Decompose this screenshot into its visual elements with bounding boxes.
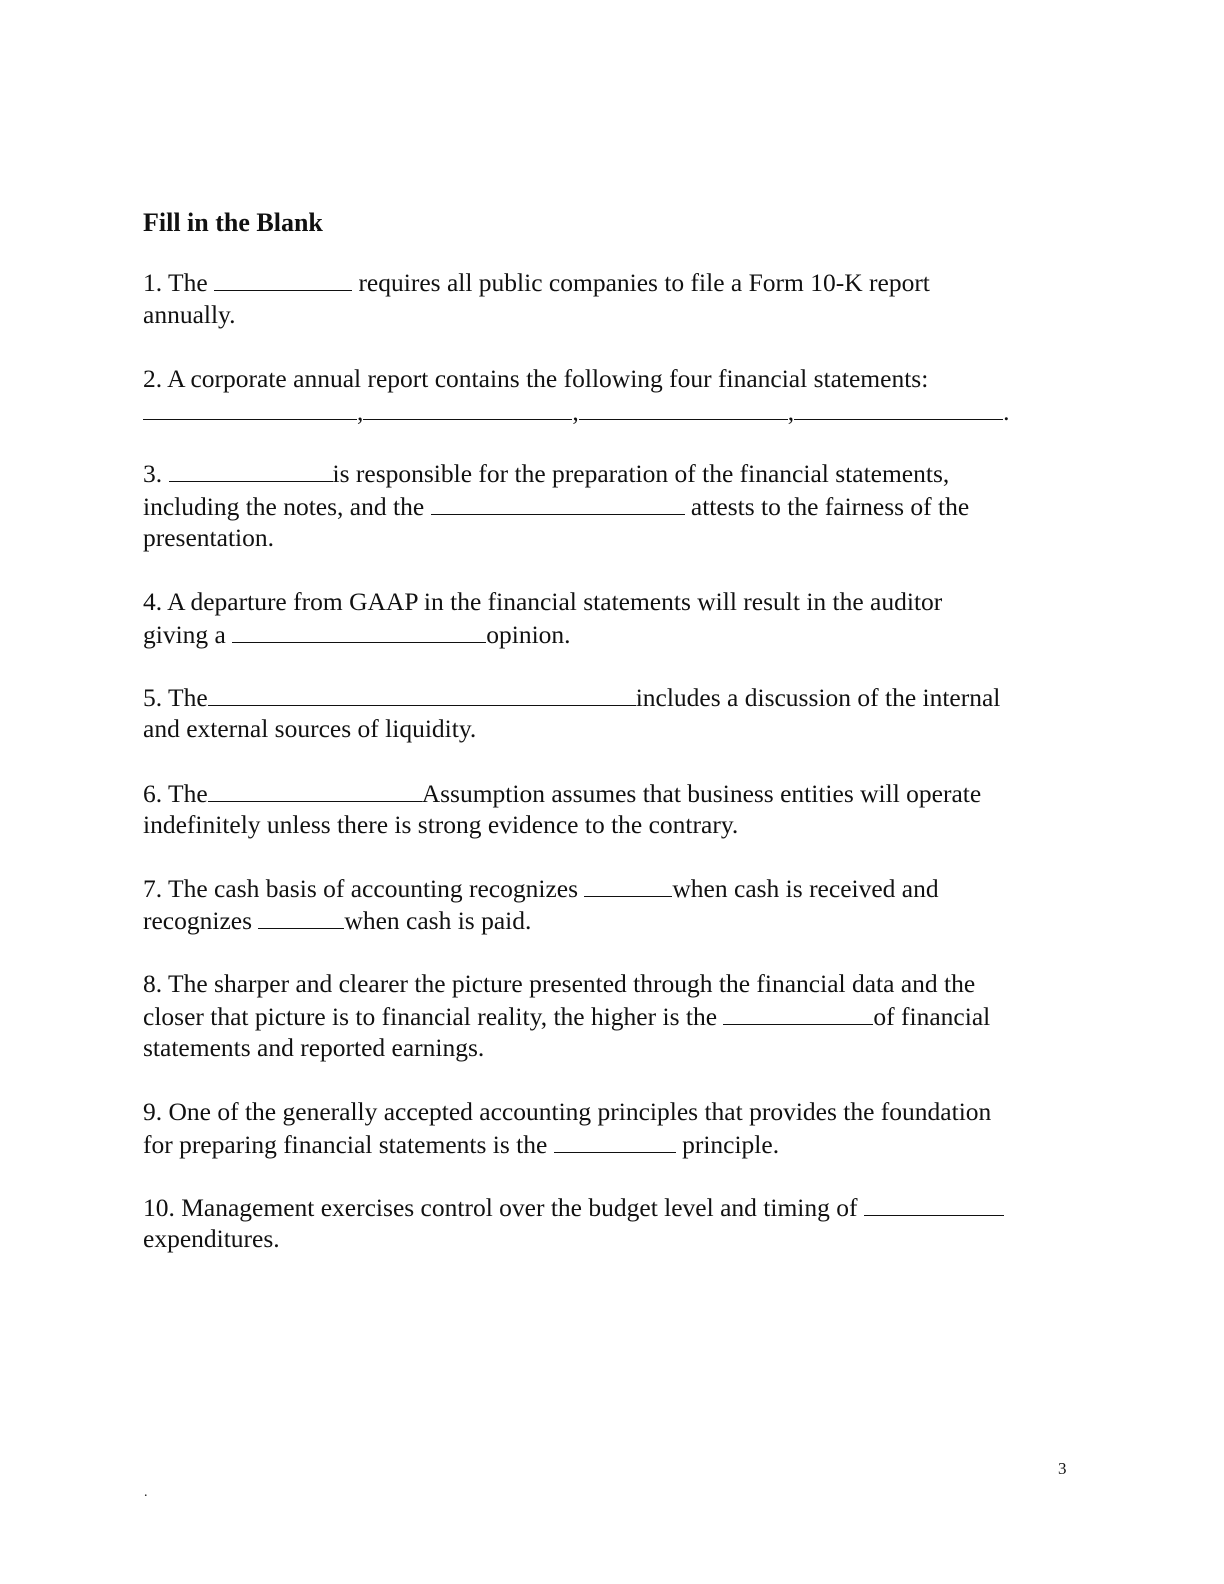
question-2-end: . [1003,397,1010,426]
question-5-text: includes a discussion of the internal [635,683,1001,712]
question-3-line-3 [143,522,274,554]
question-4-text: 4. A departure from GAAP in the financial statements will result in the auditor [143,587,943,616]
question-10-blank[interactable] [864,1191,1004,1216]
question-8-text: of financial [873,1002,991,1031]
question-1-text: annually. [143,300,236,329]
question-8-text: 8. The sharper and clearer the picture presented through the financial data and the [143,969,976,998]
question-9-blank[interactable] [554,1128,676,1153]
question-2-line-2 [143,395,1010,428]
question-7-text: when cash is received and [672,874,939,903]
question-1-line-1 [143,266,930,299]
question-10-text: expenditures. [143,1224,280,1253]
question-3-text: 3. [143,459,163,488]
question-2-line-1 [143,363,928,395]
question-9-text: 9. One of the generally accepted accounting principles that provides the foundation [143,1097,992,1126]
question-3-text: including the notes, and the [143,492,425,521]
question-1-text: 1. The [143,268,208,297]
section-title: Fill in the Blank [143,208,323,237]
question-10-line-1 [143,1191,1004,1224]
question-5-line-2 [143,713,476,745]
question-2-blank-1[interactable] [143,395,357,420]
question-4-line-1 [143,586,942,618]
question-3-text: attests to the fairness of the [690,492,970,521]
question-8-blank[interactable] [723,1000,873,1025]
question-6-blank[interactable] [208,777,422,802]
question-2-blank-2[interactable] [363,395,572,420]
question-6-line-2 [143,809,738,841]
question-6-text: 6. The [143,779,208,808]
question-9-text: principle. [682,1130,780,1159]
question-5-blank[interactable] [208,681,636,706]
question-1-text: requires all public companies to file a Form 10-K report [358,268,930,297]
question-1-line-2 [143,299,236,331]
question-10-line-2 [143,1223,280,1255]
question-3-line-2 [143,490,969,523]
question-9-line-1 [143,1096,991,1128]
question-3-text: presentation. [143,523,274,552]
question-2-text: 2. A corporate annual report contains the following four financial statements: [143,364,929,393]
question-2-blank-3[interactable] [579,395,788,420]
page-number: 3 [1058,1459,1067,1478]
question-8-line-2 [143,1000,990,1033]
question-7-text: 7. The cash basis of accounting recognizes [143,874,579,903]
question-7-text: recognizes [143,906,253,935]
question-8-text: closer that picture is to financial reality, the higher is the [143,1002,718,1031]
question-7-line-1 [143,872,939,905]
question-5-text: and external sources of liquidity. [143,714,477,743]
question-1-blank[interactable] [214,266,352,291]
question-3-line-1 [143,457,949,490]
question-3-text: is responsible for the preparation of the financial statements, [332,459,950,488]
question-5-text: 5. The [143,683,208,712]
question-4-blank[interactable] [232,618,486,643]
question-6-text: Assumption assumes that business entities will operate [421,779,982,808]
question-2-separator: , [357,397,364,426]
question-7-text: when cash is paid. [344,906,532,935]
question-10-text: 10. Management exercises control over the budget level and timing of [143,1193,858,1222]
question-9-line-2 [143,1128,779,1161]
question-4-text: giving a [143,620,226,649]
question-7-blank-2[interactable] [258,904,344,929]
question-8-line-1 [143,968,975,1000]
question-8-line-3 [143,1032,484,1064]
question-6-text: indefinitely unless there is strong evidence to the contrary. [143,810,739,839]
question-2-separator: , [787,397,795,426]
footer-mark: . [144,1485,148,1500]
question-7-line-2 [143,904,531,937]
question-9-text: for preparing financial statements is the [143,1130,548,1159]
question-5-line-1 [143,681,1000,714]
question-2-separator: , [572,397,579,426]
question-3-blank-2[interactable] [431,490,685,515]
question-6-line-1 [143,777,981,810]
question-8-text: statements and reported earnings. [143,1033,485,1062]
question-7-blank-1[interactable] [584,872,672,897]
question-4-text: opinion. [486,620,571,649]
question-3-blank-1[interactable] [169,457,333,482]
question-2-blank-4[interactable] [794,395,1003,420]
question-4-line-2 [143,618,571,651]
